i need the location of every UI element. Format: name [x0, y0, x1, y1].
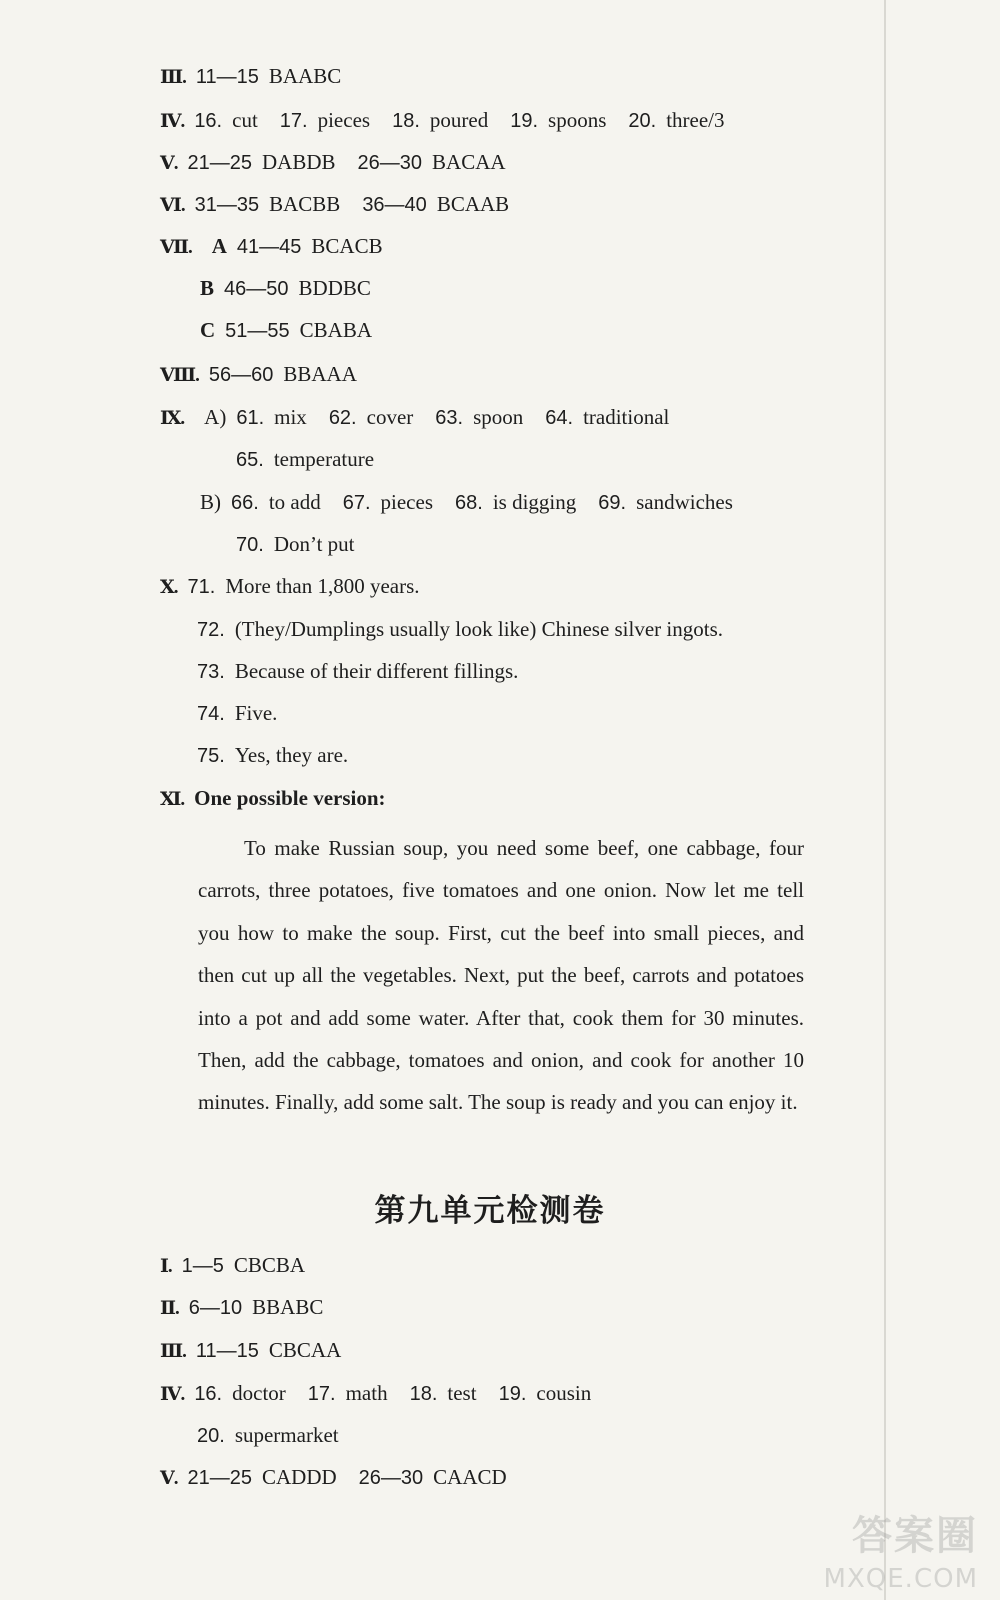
question-number: 21—25 — [187, 1467, 252, 1489]
question-number: 67. — [342, 492, 371, 514]
answer-text: math — [345, 1381, 388, 1405]
question-number: 6—10 — [188, 1297, 243, 1319]
roman-numeral: Ⅰ. — [160, 1256, 172, 1277]
answer-text: More than 1,800 years. — [225, 574, 420, 598]
answer-text: CAACD — [433, 1465, 507, 1489]
question-number: 26—30 — [357, 152, 423, 174]
unit8-line — [197, 657, 518, 686]
unit8-line — [197, 699, 277, 728]
unit8-line — [160, 360, 357, 390]
answer-text: CADDD — [262, 1465, 337, 1489]
answer-text: sandwiches — [636, 490, 733, 514]
answer-text: poured — [429, 108, 489, 132]
question-number: 41—45 — [236, 236, 302, 258]
unit8-line — [200, 274, 371, 303]
question-number: 69. — [598, 492, 627, 514]
unit8-line — [200, 316, 372, 345]
unit8-line — [160, 572, 420, 602]
watermark-logo — [808, 1504, 978, 1594]
unit9-line — [160, 1251, 305, 1281]
sub-label: B) — [200, 490, 221, 514]
answer-text: BDDBC — [298, 276, 371, 300]
question-number: 56—60 — [208, 364, 274, 386]
question-number: 16. — [194, 110, 223, 132]
answer-text: pieces — [317, 108, 371, 132]
answer-text: test — [447, 1381, 477, 1405]
question-number: 19. — [498, 1383, 527, 1405]
unit9-line — [160, 1293, 323, 1323]
question-number: 65. — [236, 449, 264, 471]
sub-label: B — [200, 276, 215, 300]
answer-text: Don’t put — [273, 532, 355, 556]
watermark-top: 答案圈 — [852, 1513, 978, 1559]
answer-text: BACAA — [432, 150, 506, 174]
unit8-line — [160, 106, 725, 136]
question-number: 46—50 — [224, 278, 289, 300]
answer-text: pieces — [380, 490, 434, 514]
question-number: 1—5 — [181, 1255, 224, 1277]
answer-text: cover — [366, 405, 414, 429]
answer-text: temperature — [273, 447, 375, 471]
answer-text: spoons — [548, 108, 607, 132]
page-fold-line — [884, 0, 886, 1600]
unit8-line — [160, 784, 386, 814]
roman-numeral: Ⅳ. — [160, 111, 185, 132]
question-number: 62. — [328, 407, 357, 429]
sub-label: C — [200, 318, 216, 342]
unit8-line — [236, 530, 355, 559]
question-number: 18. — [392, 110, 420, 132]
roman-numeral: Ⅵ. — [160, 195, 185, 216]
unit8-line — [236, 445, 374, 474]
roman-numeral: Ⅲ. — [160, 1341, 186, 1362]
question-number: 71. — [187, 576, 216, 598]
question-number: 17. — [307, 1383, 336, 1405]
answer-text: DABDB — [262, 150, 336, 174]
roman-numeral: Ⅶ. — [160, 237, 192, 258]
unit8-line — [160, 403, 669, 433]
unit8-line — [160, 232, 383, 262]
answer-text: Yes, they are. — [234, 743, 349, 767]
roman-numeral: Ⅷ. — [160, 365, 199, 386]
answer-text: spoon — [473, 405, 524, 429]
unit9-line — [160, 1463, 507, 1493]
question-number: 20. — [628, 110, 657, 132]
question-number: 17. — [279, 110, 308, 132]
roman-numeral: Ⅲ. — [160, 67, 186, 88]
answer-text: mix — [274, 405, 307, 429]
question-number: 61. — [236, 407, 265, 429]
question-number: 68. — [455, 492, 483, 514]
roman-numeral: Ⅹ. — [160, 577, 178, 598]
answer-text: BACBB — [269, 192, 341, 216]
question-number: 66. — [231, 492, 259, 514]
unit8-line — [197, 741, 348, 770]
answer-text: to add — [268, 490, 321, 514]
question-number: 18. — [409, 1383, 438, 1405]
unit9-line — [160, 1379, 591, 1409]
question-number: 20. — [197, 1425, 225, 1447]
unit9-line — [197, 1421, 339, 1450]
question-number: 31—35 — [194, 194, 260, 216]
section-title: 第九单元检测卷 — [374, 1193, 606, 1229]
question-number: 72. — [197, 619, 225, 641]
question-number: 21—25 — [187, 152, 252, 174]
answer-text: BBAAA — [283, 362, 357, 386]
section-heading: One possible version: — [194, 786, 386, 810]
answer-text: doctor — [232, 1381, 286, 1405]
roman-numeral: Ⅴ. — [160, 1468, 178, 1489]
question-number: 51—55 — [225, 320, 290, 342]
question-number: 16. — [194, 1383, 223, 1405]
unit8-line — [197, 615, 723, 644]
answer-text: Because of their different fillings. — [234, 659, 519, 683]
question-number: 64. — [545, 407, 574, 429]
question-number: 11—15 — [195, 1340, 259, 1362]
question-number: 70. — [236, 534, 264, 556]
question-number: 75. — [197, 745, 225, 767]
roman-numeral: Ⅸ. — [160, 408, 185, 429]
question-number: 11—15 — [195, 66, 259, 88]
roman-numeral: Ⅴ. — [160, 153, 178, 174]
answer-text: cousin — [536, 1381, 592, 1405]
question-number: 73. — [197, 661, 225, 683]
answer-text: traditional — [583, 405, 670, 429]
essay-text: To make Russian soup, you need some beef, one cabbage, four carrots, three potatoes, five tomatoes and one onion. Now let me tell you how to make the soup. First, cut the beef into small pieces, and then cut up all the vegetables. Next, put the beef, carrots and potatoes into a pot and add some water. After that, cook them for 30 minutes. Then, add the cabbage, tomatoes and onion, and cook for another 10 minutes. Finally, add some salt. The soup is ready and you can enjoy it. — [198, 836, 804, 1115]
roman-numeral: Ⅳ. — [160, 1384, 185, 1405]
question-number: 74. — [197, 703, 225, 725]
roman-numeral: Ⅺ. — [160, 789, 185, 810]
answer-text: is digging — [492, 490, 577, 514]
unit8-line — [160, 190, 509, 220]
question-number: 19. — [510, 110, 539, 132]
unit8-line — [160, 148, 506, 178]
answer-text: Five. — [234, 701, 278, 725]
answer-text: BCAAB — [436, 192, 510, 216]
answer-text: BBABC — [252, 1295, 324, 1319]
sub-label: A) — [204, 405, 227, 429]
unit8-line — [200, 488, 733, 517]
question-number: 26—30 — [358, 1467, 424, 1489]
answer-text: CBCAA — [268, 1338, 342, 1362]
answer-text: CBCBA — [233, 1253, 306, 1277]
question-number: 63. — [435, 407, 464, 429]
essay-sample — [198, 827, 804, 1124]
answer-text: (They/Dumplings usually look like) Chinese silver ingots. — [234, 617, 724, 641]
unit9-line — [160, 1336, 341, 1366]
sub-label: A — [211, 234, 227, 258]
watermark-bottom: MXQE.COM — [823, 1564, 978, 1594]
answer-text: CBABA — [299, 318, 373, 342]
answer-text: BAABC — [268, 64, 342, 88]
answer-text: BCACB — [311, 234, 383, 258]
answer-text: three/3 — [666, 108, 725, 132]
answer-text: supermarket — [234, 1423, 339, 1447]
unit8-line — [160, 62, 341, 92]
roman-numeral: Ⅱ. — [160, 1298, 179, 1319]
answer-text: cut — [232, 108, 258, 132]
question-number: 36—40 — [362, 194, 427, 216]
